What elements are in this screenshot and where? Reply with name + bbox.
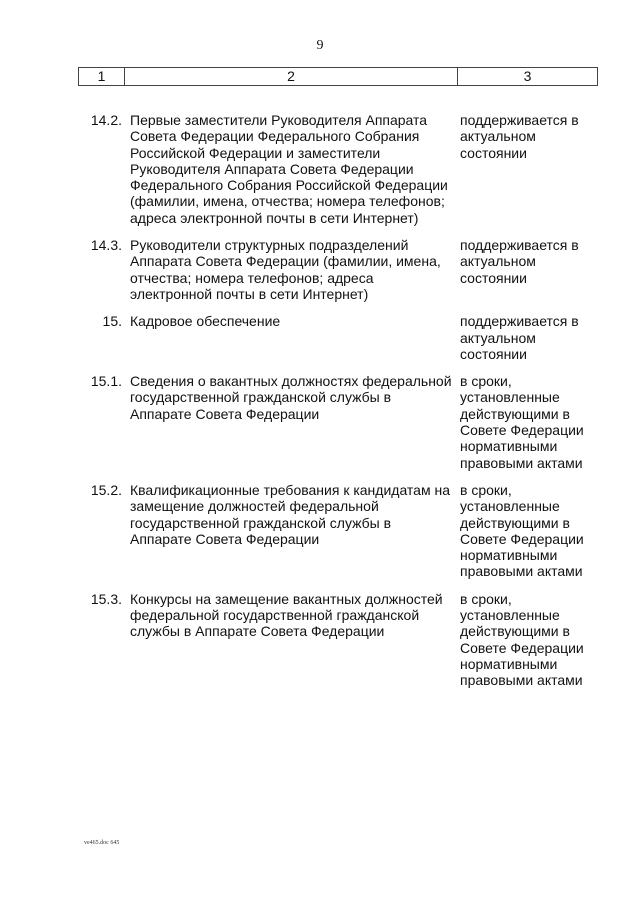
item-status: в сроки, установленные действующими в Совете Федерации нормативными правовыми актами <box>460 373 584 471</box>
column-header-3: 3 <box>523 68 532 84</box>
table-row <box>0 237 640 302</box>
table-body <box>0 112 640 700</box>
item-number: 14.3. <box>90 237 122 254</box>
item-number: 15. <box>102 313 122 330</box>
item-number: 15.2. <box>90 481 122 498</box>
item-text: Сведения о вакантных должностях федеральной государственной гражданской службы в Аппарате Совета Федерации <box>130 373 452 422</box>
item-text: Квалификационные требования к кандидатам на замещение должностей федеральной государственной гражданской службы в Аппарате Совета Федерации <box>130 481 450 547</box>
table-row <box>0 591 640 689</box>
item-status: в сроки, установленные действующими в Совете Федерации нормативными правовыми актами <box>460 481 584 580</box>
column-header-2: 2 <box>125 68 458 85</box>
item-text: Руководители структурных подразделений Аппарата Совета Федерации (фамилии, имена, отчества; номера телефонов; адреса электронной почты в сети Интернет) <box>130 237 441 302</box>
item-number: 15.3. <box>90 590 122 607</box>
item-status: поддерживается в актуальном состоянии <box>460 313 579 362</box>
footer-filename: ve465.doc 645 <box>84 840 120 846</box>
item-status: в сроки, установленные действующими в Совете Федерации нормативными правовыми актами <box>460 590 584 689</box>
item-text: Первые заместители Руководителя Аппарата Совета Федерации Федерального Собрания Российской Федерации и заместители Руководителя Аппарата Совета Федерации Федерального Собрания Российской Федерации (фамилии, имена, отчества; номера телефонов; адреса электронной почты в сети Интернет) <box>130 112 448 226</box>
table-row <box>0 482 640 580</box>
item-text: Конкурсы на замещение вакантных должностей федеральной государственной гражданской службы в Аппарате Совета Федерации <box>130 590 443 640</box>
column-header-1: 1 <box>79 68 125 85</box>
page-number: 9 <box>316 38 324 53</box>
item-number: 14.2. <box>90 112 122 128</box>
item-number: 15.1. <box>90 373 122 390</box>
table-row <box>0 112 640 226</box>
table-row <box>0 373 640 471</box>
table-row <box>0 313 640 362</box>
column-header-row <box>78 67 598 86</box>
item-status: поддерживается в актуальном состоянии <box>460 237 579 286</box>
item-text: Кадровое обеспечение <box>130 313 281 330</box>
item-status: поддерживается в актуальном состоянии <box>460 112 579 161</box>
